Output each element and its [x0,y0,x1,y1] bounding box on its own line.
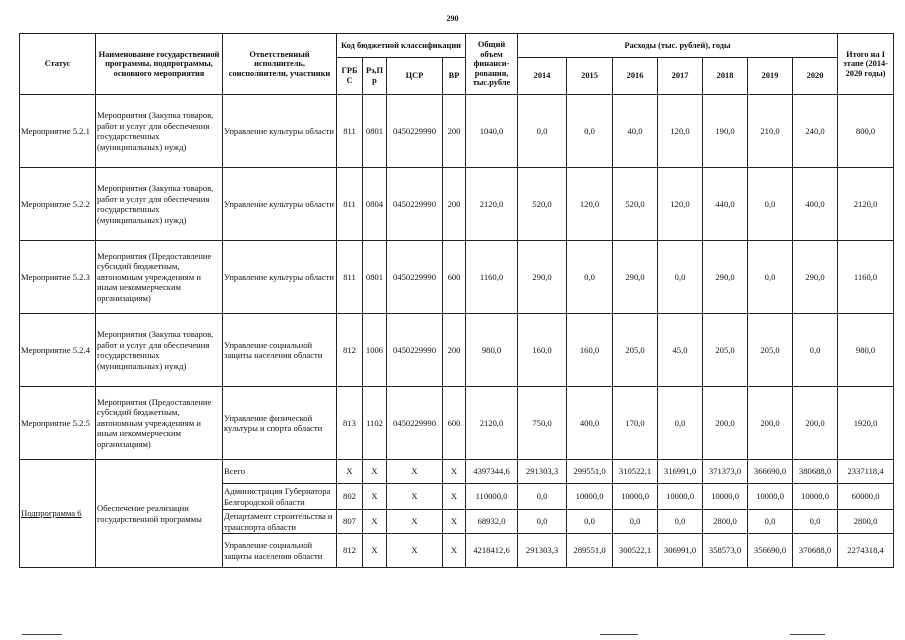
col-year: 2015 [567,58,613,95]
row-year-value: 290,0 [703,241,748,314]
row-year-value: 160,0 [518,314,567,387]
row-grbs: 811 [337,95,363,168]
col-rzpr: Рз,П р [363,58,387,95]
row-year-value: 120,0 [658,95,703,168]
row-year-value: 356690,0 [748,534,793,568]
row-grbs: 812 [337,534,363,568]
row-grbs: 807 [337,510,363,534]
table-row [20,168,894,241]
row-vr: 600 [443,241,466,314]
row-year-value: 306991,0 [658,534,703,568]
row-rzpr: 1006 [363,314,387,387]
row-year-value: 0,0 [748,241,793,314]
col-csr: ЦСР [387,58,443,95]
row-csr: Х [387,510,443,534]
row-name: Мероприятия (Закупка товаров, работ и услуг для обеспечения государственных (муниципальных) нужд) [96,95,223,168]
row-grbs: Х [337,460,363,484]
row-stage-total: 2120,0 [838,168,894,241]
row-vr: 200 [443,168,466,241]
row-stage-total: 1920,0 [838,387,894,460]
row-year-value: 10000,0 [748,484,793,510]
page-number: 290 [446,14,459,23]
row-year-value: 10000,0 [793,484,838,510]
col-year: 2016 [613,58,658,95]
row-year-value: 120,0 [658,168,703,241]
row-executor: Управление культуры области [223,241,337,314]
row-stage-total: 60000,0 [838,484,894,510]
row-vr: Х [443,460,466,484]
row-name: Мероприятия (Предоставление субсидий бюджетным, автономным учреждениям и иным некоммерческим организациям) [96,241,223,314]
row-total: 2120,0 [466,387,518,460]
row-year-value: 120,0 [567,168,613,241]
table-row [20,95,894,168]
table-row [20,314,894,387]
row-vr: Х [443,510,466,534]
row-year-value: 400,0 [567,387,613,460]
row-executor: Управление культуры области [223,95,337,168]
row-status: Мероприятие 5.2.3 [20,241,96,314]
subprogram-name: Обеспечение реализации государственной программы [96,460,223,568]
col-vr: ВР [443,58,466,95]
row-stage-total: 1160,0 [838,241,894,314]
row-year-value: 310522,1 [613,460,658,484]
row-name: Мероприятия (Предоставление субсидий бюджетным, автономным учреждениям и иным некоммерческим организациям) [96,387,223,460]
row-executor: Управление социальной защиты населения области [223,314,337,387]
row-rzpr: 0801 [363,95,387,168]
row-year-value: 210,0 [748,95,793,168]
row-executor: Всего [223,460,337,484]
row-year-value: 371373,0 [703,460,748,484]
row-executor: Управление культуры области [223,168,337,241]
row-year-value: 289551,0 [567,534,613,568]
row-year-value: 290,0 [518,241,567,314]
col-year: 2017 [658,58,703,95]
row-total: 4397344,6 [466,460,518,484]
row-total: 4218412,6 [466,534,518,568]
row-year-value: 290,0 [793,241,838,314]
col-grbs: ГРБ С [337,58,363,95]
row-year-value: 0,0 [567,241,613,314]
row-year-value: 520,0 [613,168,658,241]
row-stage-total: 800,0 [838,95,894,168]
row-rzpr: Х [363,534,387,568]
row-stage-total: 2274318,4 [838,534,894,568]
row-total: 2120,0 [466,168,518,241]
row-rzpr: Х [363,484,387,510]
col-year: 2020 [793,58,838,95]
row-year-value: 0,0 [793,510,838,534]
row-vr: 600 [443,387,466,460]
row-grbs: 802 [337,484,363,510]
row-rzpr: Х [363,510,387,534]
row-csr: 0450229990 [387,241,443,314]
row-stage-total: 2800,0 [838,510,894,534]
row-year-value: 10000,0 [613,484,658,510]
row-rzpr: 0804 [363,168,387,241]
row-csr: 0450229990 [387,387,443,460]
row-year-value: 291303,3 [518,534,567,568]
subprogram-status [20,460,96,568]
row-year-value: 205,0 [613,314,658,387]
col-year: 2014 [518,58,567,95]
row-vr: 200 [443,95,466,168]
scan-mark [790,634,825,635]
row-executor: Управление физической культуры и спорта области [223,387,337,460]
row-year-value: 0,0 [658,510,703,534]
col-status: Статус [20,34,96,95]
row-year-value: 0,0 [567,95,613,168]
row-year-value: 40,0 [613,95,658,168]
row-year-value: 200,0 [703,387,748,460]
row-year-value: 0,0 [793,314,838,387]
table-row [20,387,894,460]
budget-table [19,33,894,568]
row-status: Мероприятие 5.2.1 [20,95,96,168]
row-total: 1040,0 [466,95,518,168]
row-year-value: 400,0 [793,168,838,241]
row-year-value: 45,0 [658,314,703,387]
subprogram-link: Подпрограмма 6 [21,508,82,519]
row-year-value: 10000,0 [658,484,703,510]
row-year-value: 0,0 [748,510,793,534]
row-executor: Департамент строительства и транспорта области [223,510,337,534]
row-csr: Х [387,484,443,510]
row-name: Мероприятия (Закупка товаров, работ и услуг для обеспечения государственных (муниципальных) нужд) [96,168,223,241]
col-stage-total: Итого на I этапе (2014-2020 годы) [838,34,894,95]
row-year-value: 440,0 [703,168,748,241]
col-executor: Ответственный исполнитель, соисполнители, участники [223,34,337,95]
row-grbs: 811 [337,241,363,314]
row-year-value: 299551,0 [567,460,613,484]
row-total: 68932,0 [466,510,518,534]
row-year-value: 0,0 [658,387,703,460]
row-year-value: 2800,0 [703,510,748,534]
row-total: 980,0 [466,314,518,387]
row-grbs: 811 [337,168,363,241]
row-executor: Управление социальной защиты населения области [223,534,337,568]
row-rzpr: 0801 [363,241,387,314]
row-csr: 0450229990 [387,314,443,387]
row-csr: Х [387,460,443,484]
col-year: 2018 [703,58,748,95]
row-year-value: 200,0 [748,387,793,460]
row-vr: Х [443,534,466,568]
row-vr: Х [443,484,466,510]
row-vr: 200 [443,314,466,387]
row-year-value: 290,0 [613,241,658,314]
row-status: Мероприятие 5.2.4 [20,314,96,387]
row-status: Мероприятие 5.2.2 [20,168,96,241]
row-total: 1160,0 [466,241,518,314]
row-year-value: 0,0 [613,510,658,534]
row-rzpr: Х [363,460,387,484]
row-year-value: 10000,0 [567,484,613,510]
row-csr: 0450229990 [387,168,443,241]
row-year-value: 0,0 [518,95,567,168]
col-name: Наименование государственной программы, подпрограммы, основного мероприятия [96,34,223,95]
row-year-value: 205,0 [703,314,748,387]
row-csr: Х [387,534,443,568]
row-year-value: 160,0 [567,314,613,387]
row-year-value: 0,0 [658,241,703,314]
row-year-value: 10000,0 [703,484,748,510]
row-grbs: 812 [337,314,363,387]
col-budget-code: Код бюджетной классификации [337,34,466,58]
row-year-value: 0,0 [518,484,567,510]
col-expenses: Расходы (тыс. рублей), годы [518,34,838,58]
row-year-value: 170,0 [613,387,658,460]
row-rzpr: 1102 [363,387,387,460]
row-year-value: 0,0 [518,510,567,534]
scan-mark [22,634,62,635]
row-year-value: 190,0 [703,95,748,168]
row-executor: Администрация Губернатора Белгородской области [223,484,337,510]
row-year-value: 358573,0 [703,534,748,568]
row-year-value: 240,0 [793,95,838,168]
row-year-value: 366690,0 [748,460,793,484]
row-total: 110000,0 [466,484,518,510]
row-year-value: 200,0 [793,387,838,460]
row-year-value: 750,0 [518,387,567,460]
row-year-value: 300522,1 [613,534,658,568]
row-stage-total: 980,0 [838,314,894,387]
row-year-value: 316991,0 [658,460,703,484]
row-name: Мероприятия (Закупка товаров, работ и услуг для обеспечения государственных (муниципальных) нужд) [96,314,223,387]
row-year-value: 520,0 [518,168,567,241]
row-year-value: 0,0 [567,510,613,534]
row-year-value: 291303,3 [518,460,567,484]
row-year-value: 380688,0 [793,460,838,484]
col-year: 2019 [748,58,793,95]
scan-mark [600,634,638,635]
row-status: Мероприятие 5.2.5 [20,387,96,460]
row-year-value: 205,0 [748,314,793,387]
row-grbs: 813 [337,387,363,460]
row-csr: 0450229990 [387,95,443,168]
table-row [20,241,894,314]
row-year-value: 370688,0 [793,534,838,568]
col-total-volume: Общий объем финанси-рования, тыс.рубле [466,34,518,95]
row-year-value: 0,0 [748,168,793,241]
table-row [20,460,894,484]
row-stage-total: 2337118,4 [838,460,894,484]
